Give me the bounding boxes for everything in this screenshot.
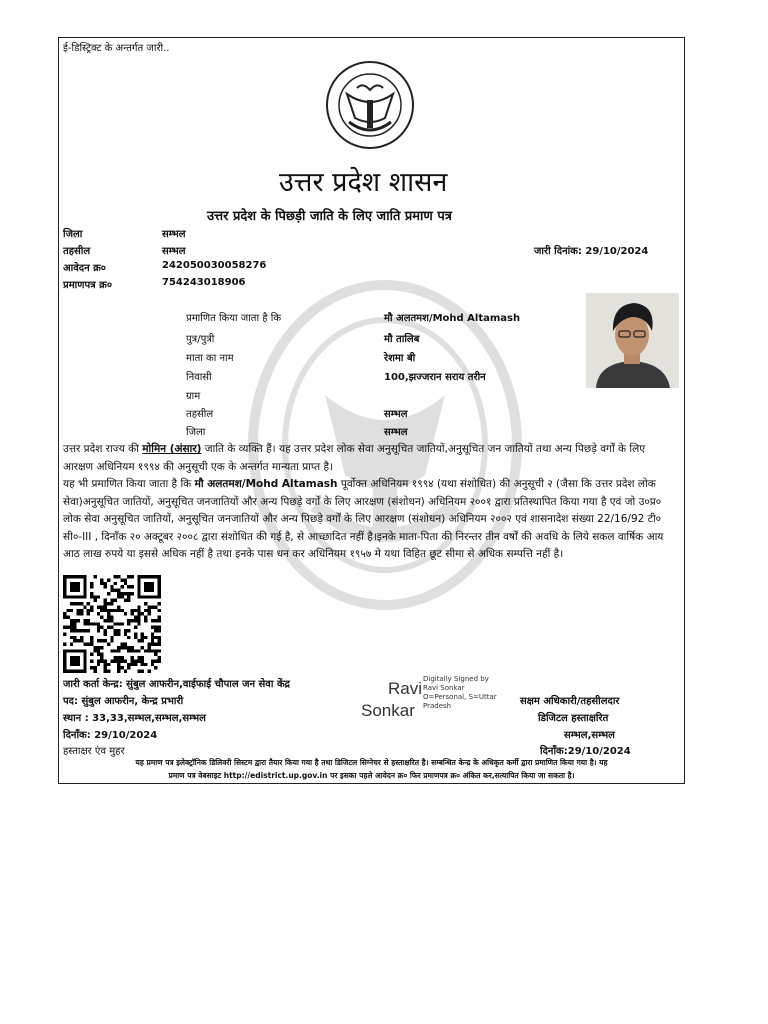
certificate-value: 754243018906 (162, 277, 246, 288)
issuer-date (63, 727, 157, 741)
para1-b: जाति के व्यक्ति हैं। यह उत्तर प्रदेश लोक सेवा अनुसूचित जातियों,अनुसूचित जन जातियों तथा अन्य पिछड़े वर्गों के लिए आरक्षण अधिनियम १९९४ की अनुसूची एक के अन्तर्गत मान्यता प्राप्त है। (63, 443, 646, 473)
page-subtitle: उत्तर प्रदेश के पिछड़ी जाति के लिए जाति प्रमाण पत्र (207, 209, 452, 224)
footer-line-2: प्रमाण पत्र वेबसाइट http://edistrict.up.gov.in पर इसका पहले आवेदन क्र० फिर प्रमाणपत्र क्र० अंकित कर,सत्यापित किया जा सकता है। (168, 771, 575, 780)
tehsil-label: तहसील (63, 246, 91, 257)
issuer-centre: जारी कर्ता केन्द्र: सुंबुल आफरीन,वाईफाई चौपाल जन सेवा केंद्र (63, 679, 290, 690)
footer-line-1: यह प्रमाण पत्र इलेक्ट्रॉनिक डिलिवरी सिस्टम द्वारा तैयार किया गया है तथा डिजिटल सिग्नेचर से हस्ताक्षरित है। सम्बन्धित केन्द्र के अधिकृत कर्मी द्वारा प्रमाणित किया गया है। यह (135, 758, 608, 767)
application-value: 242050030058276 (162, 260, 267, 271)
detail-district-label: जिला (186, 427, 206, 438)
applicant-portrait-icon (586, 293, 679, 388)
caste-name: मोमिन (अंसार) (142, 443, 202, 455)
authority-title: सक्षम अधिकारी/तहसीलदार (520, 696, 620, 707)
authority-place: सम्भल,सम्भल (564, 730, 615, 741)
para1-a: उत्तर प्रदेश राज्य की (63, 443, 143, 455)
resident-label: निवासी (186, 372, 212, 383)
issuer-seal: हस्ताक्षर एंव मुहर (63, 746, 125, 757)
resident-value: 100,झज्जरान सराय तरीन (384, 372, 486, 383)
mother-label: माता का नाम (186, 353, 234, 364)
authority-date-label: दिनाँक: (540, 746, 568, 757)
issue-date-value: 29/10/2024 (585, 246, 649, 257)
application-label: आवेदन क्र० (63, 263, 107, 274)
issuer-date-value: 29/10/2024 (94, 730, 158, 741)
certification-paragraph (63, 476, 678, 564)
qr-code-icon (63, 575, 161, 673)
detail-tehsil-label: तहसील (186, 409, 214, 420)
signature-details (423, 675, 497, 711)
caste-paragraph (63, 441, 678, 476)
issue-date-label: जारी दिनांक: (534, 246, 582, 257)
certificate-label: प्रमाणपत्र क्र० (63, 280, 113, 291)
para2-a: यह भी प्रमाणित किया जाता है कि (63, 478, 195, 490)
authority-date (540, 743, 631, 757)
son-value: मौ तालिब (384, 334, 420, 345)
issue-date (534, 243, 648, 257)
applicant-photo (586, 293, 679, 388)
signature-line-2: Ravi Sonkar (423, 684, 465, 692)
authority-date-value: 29/10/2024 (567, 746, 631, 757)
signature-line-3: O=Personal, S=Uttar (423, 693, 497, 701)
tehsil-value: सम्भल (162, 246, 186, 257)
signature-name-first: Ravi (388, 679, 423, 698)
page-title: उत्तर प्रदेश शासन (279, 167, 448, 198)
signature-line-4: Pradesh (423, 702, 452, 710)
authority-signed: डिजिटल हस्ताक्षरित (538, 713, 609, 724)
top-note: ई-डिस्ट्रिक्ट के अन्तर्गत जारी.. (63, 43, 170, 54)
para2-name: मौ अलतमश/Mohd Altamash (194, 478, 338, 490)
village-label: ग्राम (186, 391, 201, 402)
signature-name-last: Sonkar (361, 701, 415, 720)
district-value: सम्भल (162, 229, 186, 240)
mother-value: रेशमा बी (384, 353, 416, 364)
detail-district-value: सम्भल (384, 427, 408, 438)
issuer-post: पद: सुंबुल आफरीन, केन्द्र प्रभारी (63, 696, 184, 707)
signature-line-1: Digitally Signed by (423, 675, 489, 683)
issuer-date-label: दिनाँक: (63, 730, 91, 741)
certified-value: मौ अलतमश/Mohd Altamash (384, 313, 521, 324)
issuer-place: स्थान : 33,33,सम्भल,सम्भल,सम्भल (63, 713, 206, 724)
son-label: पुत्र/पुत्री (186, 334, 215, 345)
certified-label: प्रमाणित किया जाता है कि (186, 313, 282, 324)
district-label: जिला (63, 229, 83, 240)
up-government-emblem-icon (325, 60, 415, 150)
para2-b: पूर्वोक्त अधिनियम १९९४ (यथा संशोधित) की अनुसूची २ (जैसा कि उत्तर प्रदेश लोक सेवा)अनुसूचित जातियों, अनुसूचित जनजातियों और अन्य पिछड़े वर्गों के लिए आरक्षण (संशोधन) अधिनियम २००१ द्वारा प्रतिस्थापित किया गया है एवं जो उ०प्र० लोक सेवा अनुसूचित जातियों, अनुसूचित जनजातियों और अन्य पिछड़े वर्गों के लिए आरक्षण (संशोधन) अधिनियम २००२ एवं शासनादेश संख्या 22/16/92 टी० सी०-III , दिनाँक २० अक्टूबर २००८ द्वारा संशोधित की गई है, से आच्छादित नहीं है।इनके माता-पिता की निरन्तर तीन वर्षों की अवधि के लिये सकल वार्षिक आय आठ लाख रुपये या इससे अधिक नहीं है तथा इनके पास धन कर अधिनियम १९५७ मे यथा विहित छूट सीमा से अधिक सम्पत्ति नहीं है। (63, 478, 664, 560)
detail-tehsil-value: सम्भल (384, 409, 408, 420)
